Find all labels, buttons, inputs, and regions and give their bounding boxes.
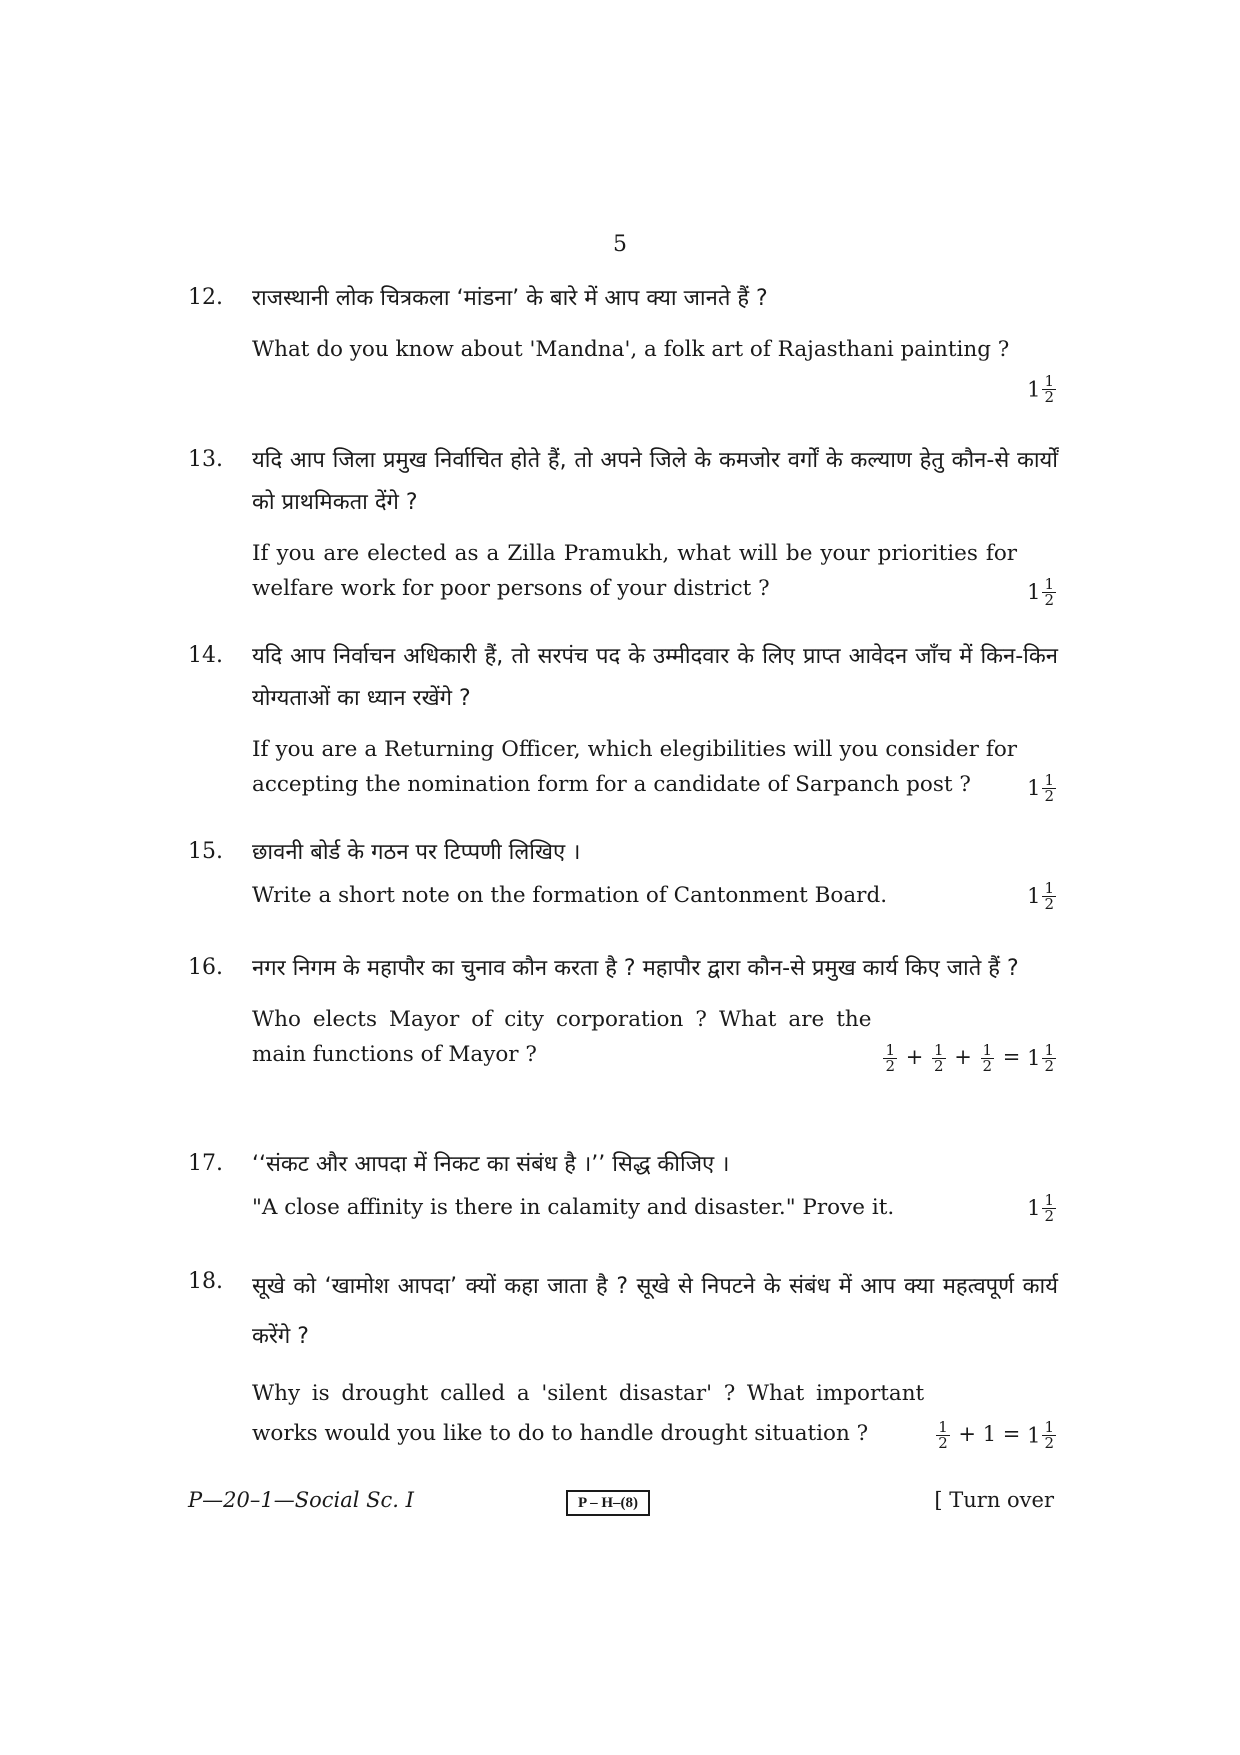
question-14	[188, 636, 1058, 806]
marks: 1 $\frac{1}{2}$	[1027, 1191, 1054, 1225]
question-english: $\frac{1}{2}$ + 1 = 1 $\frac{1}{2}$ Why is drought called a 'silent disastar' ? What important works would you like to do to handle drought situation ?	[252, 1374, 1058, 1454]
question-17	[188, 1144, 1058, 1226]
question-hindi: सूखे को ‘खामोश आपदा’ क्यों कहा जाता है ? सूखे से निपटने के संबंध में आप क्या महत्वपूर्ण कार्य करेंगे ?	[252, 1274, 1058, 1349]
question-12	[188, 278, 1058, 409]
question-hindi: यदि आप जिला प्रमुख निर्वाचित होते हैं, तो अपने जिले के कमजोर वर्गों के कल्याण हेतु कौन-से कार्यों को प्राथमिकता देंगे ?	[252, 448, 1058, 515]
marks: 1 $\frac{1}{2}$	[1027, 771, 1054, 805]
question-number: 14.	[188, 643, 223, 668]
turn-over-note: [ Turn over	[934, 1488, 1054, 1512]
question-number: 15.	[188, 839, 223, 864]
paper-set-box: P – H–(8)	[566, 1490, 650, 1516]
question-number: 13.	[188, 447, 223, 472]
fraction: $\frac{1}{2}$	[1044, 372, 1054, 406]
marks: 1 $\frac{1}{2}$	[1027, 879, 1054, 913]
question-hindi: छावनी बोर्ड के गठन पर टिप्पणी लिखिए ।	[252, 840, 581, 865]
question-english: 1 $\frac{1}{2}$ If you are elected as a Zilla Pramukh, what will be your priorities for welfare work for poor persons of your district ?	[252, 536, 1058, 606]
question-18	[188, 1262, 1058, 1456]
question-hindi: नगर निगम के महापौर का चुनाव कौन करता है ? महापौर द्वारा कौन-से प्रमुख कार्य किए जाते हैं ?	[252, 956, 1019, 981]
question-number: 12.	[188, 285, 223, 310]
question-english: $\frac{1}{2}$ + $\frac{1}{2}$ + $\frac{1}{2}$ = 1 $\frac{1}{2}$ Who elects Mayor of city corporation ? What are the main functions of Mayor ?	[252, 1002, 1058, 1072]
question-number: 17.	[188, 1151, 223, 1176]
page-footer	[188, 1488, 1054, 1518]
question-hindi: ‘‘संकट और आपदा में निकट का संबंध है ।’’ सिद्ध कीजिए ।	[252, 1152, 730, 1177]
question-hindi: राजस्थानी लोक चित्रकला ‘मांडना’ के बारे में आप क्या जानते हैं ?	[252, 286, 768, 311]
question-english: What do you know about 'Mandna', a folk art of Rajasthani painting ?	[252, 337, 1010, 362]
question-english: 1 $\frac{1}{2}$ Write a short note on the formation of Cantonment Board.	[252, 878, 1058, 913]
question-english: 1 $\frac{1}{2}$ "A close affinity is there in calamity and disaster." Prove it.	[252, 1190, 1058, 1225]
question-15	[188, 832, 1058, 914]
marks-breakdown: $\frac{1}{2}$ + 1 = 1 $\frac{1}{2}$	[938, 1418, 1054, 1452]
paper-code: P—20–1—Social Sc. I	[188, 1488, 414, 1512]
question-13	[188, 440, 1058, 610]
question-number: 16.	[188, 955, 223, 980]
question-16	[188, 948, 1058, 1076]
question-english: 1 $\frac{1}{2}$ If you are a Returning Officer, which elegibilities will you consider for accepting the nomination form for a candidate of Sarpanch post ?	[252, 732, 1058, 802]
marks: 1 $\frac{1}{2}$	[1027, 372, 1054, 406]
marks: 1 $\frac{1}{2}$	[1027, 575, 1054, 609]
page-number: 5	[613, 232, 627, 257]
question-hindi: यदि आप निर्वाचन अधिकारी हैं, तो सरपंच पद के उम्मीदवार के लिए प्राप्त आवेदन जाँच में किन-किन योग्यताओं का ध्यान रखेंगे ?	[252, 644, 1058, 711]
marks-breakdown: $\frac{1}{2}$ + $\frac{1}{2}$ + $\frac{1}{2}$ = 1 $\frac{1}{2}$	[885, 1041, 1054, 1075]
question-number: 18.	[188, 1269, 223, 1294]
